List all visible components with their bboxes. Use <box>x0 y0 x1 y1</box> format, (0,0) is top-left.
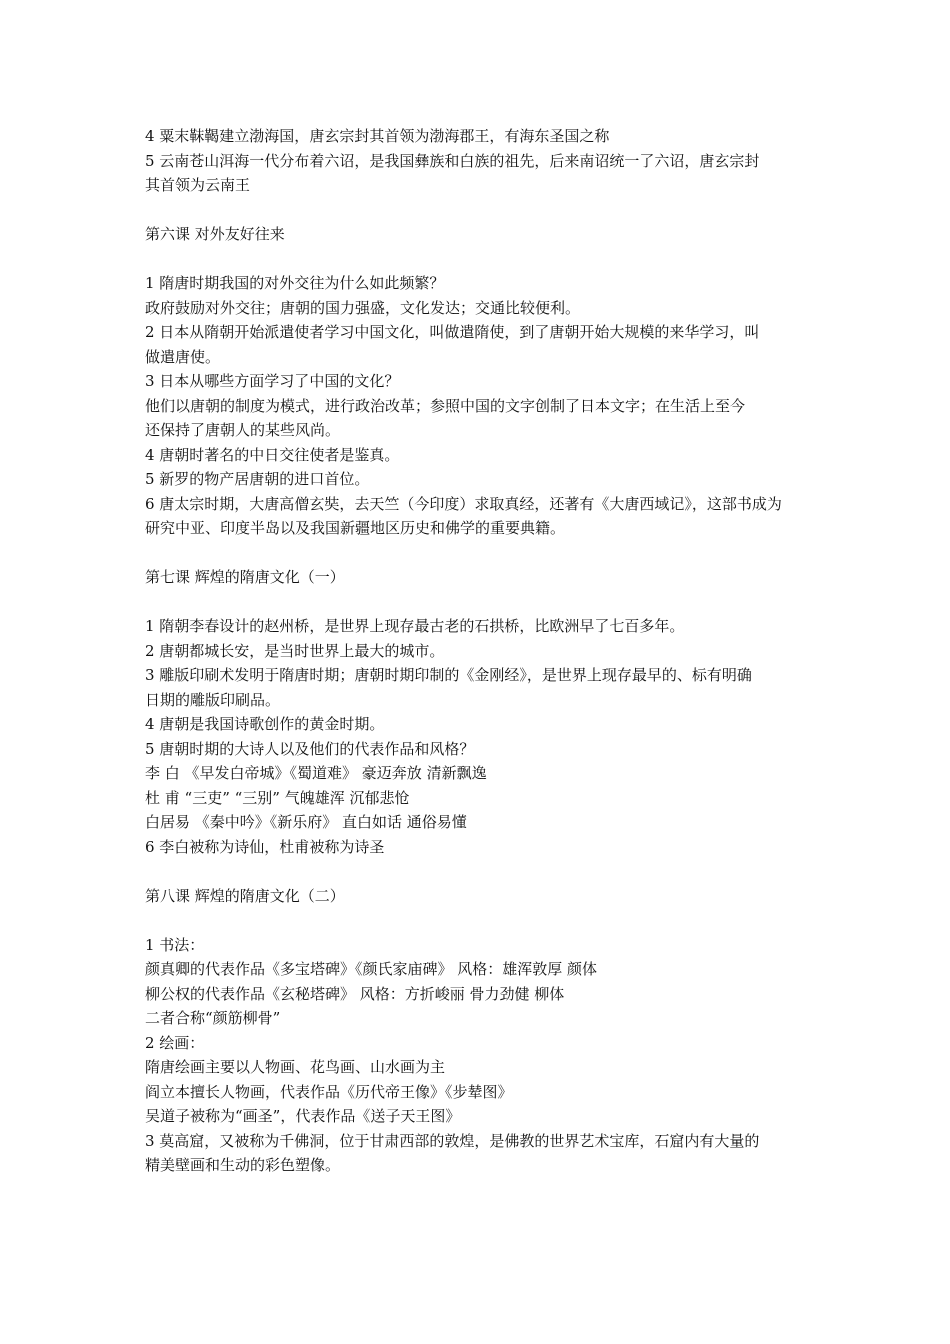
item-poetry-golden-age: 4 唐朝是我国诗歌创作的黄金时期。 <box>145 715 385 733</box>
calligraphy-combined: 二者合称“颜筋柳骨” <box>145 1009 281 1027</box>
item-mogao-2: 精美壁画和生动的彩色塑像。 <box>145 1156 341 1174</box>
item-xuanzang-2: 研究中亚、印度半岛以及我国新疆地区历史和佛学的重要典籍。 <box>145 519 566 537</box>
item-printing-1: 3 雕版印刷术发明于隋唐时期；唐朝时期印制的《金刚经》，是世界上现存最早的、标有明确 <box>145 666 752 684</box>
item-jianzhen: 4 唐朝时著名的中日交往使者是鉴真。 <box>145 445 400 464</box>
blank-line <box>145 590 813 615</box>
blank-line <box>145 908 813 933</box>
item-mogao-1: 3 莫高窟，又被称为千佛洞，位于甘肃西部的敦煌，是佛教的世界艺术宝库，石窟内有大量的 <box>145 1131 760 1150</box>
item-xuanzang-1: 6 唐太宗时期，大唐高僧玄奘，去天竺（今印度）求取真经，还著有《大唐西域记》，这部书成为 <box>145 494 782 513</box>
item-painting: 2 绘画： <box>145 1033 205 1052</box>
answer-japan-learning-1: 他们以唐朝的制度为模式，进行政治改革；参照中国的文字创制了日本文字；在生活上至今 <box>145 396 746 415</box>
lesson-8-heading: 第八课 辉煌的隋唐文化（二） <box>145 886 345 905</box>
painting-themes: 隋唐绘画主要以人物画、花鸟画、山水画为主 <box>145 1058 446 1076</box>
question-foreign-exchange: 1 隋唐时期我国的对外交往为什么如此频繁？ <box>145 274 445 292</box>
lesson-6-heading: 第六课 对外友好往来 <box>145 225 285 243</box>
blank-line <box>145 541 813 566</box>
answer-japan-learning-2: 还保持了唐朝人的某些风尚。 <box>145 421 341 439</box>
painter-yan-liben: 阎立本擅长人物画，代表作品《历代帝王像》《步辇图》 <box>145 1082 513 1101</box>
item-printing-2: 日期的雕版印刷品。 <box>145 690 281 709</box>
answer-foreign-exchange: 政府鼓励对外交往；唐朝的国力强盛，文化发达；交通比较便利。 <box>145 298 581 317</box>
blank-line <box>145 247 813 272</box>
lesson-7-heading: 第七课 辉煌的隋唐文化（一） <box>145 568 345 586</box>
document-page <box>145 124 813 1178</box>
poet-bai-juyi: 白居易 《秦中吟》《新乐府》 直白如话 通俗易懂 <box>145 813 467 831</box>
calligrapher-yan: 颜真卿的代表作品《多宝塔碑》《颜氏家庙碑》 风格：雄浑敦厚 颜体 <box>145 960 598 978</box>
item-mohe-bohai: 4 粟末靺鞨建立渤海国，唐玄宗封其首领为渤海郡王，有海东圣国之称 <box>145 127 610 145</box>
item-changan: 2 唐朝都城长安，是当时世界上最大的城市。 <box>145 641 445 660</box>
item-zhaozhou-bridge: 1 隋朝李春设计的赵州桥，是世界上现存最古老的石拱桥，比欧洲早了七百多年。 <box>145 617 685 635</box>
item-calligraphy: 1 书法： <box>145 935 205 954</box>
question-japan-learning: 3 日本从哪些方面学习了中国的文化？ <box>145 372 400 390</box>
calligrapher-liu: 柳公权的代表作品《玄秘塔碑》 风格：方折峻丽 骨力劲健 柳体 <box>145 984 565 1003</box>
item-envoys-2: 做遣唐使。 <box>145 347 221 366</box>
blank-line <box>145 859 813 884</box>
item-nanzhao-1: 5 云南苍山洱海一代分布着六诏，是我国彝族和白族的祖先，后来南诏统一了六诏，唐玄宗封 <box>145 151 760 170</box>
item-poet-titles: 6 李白被称为诗仙，杜甫被称为诗圣 <box>145 837 385 856</box>
question-poets: 5 唐朝时期的大诗人以及他们的代表作品和风格？ <box>145 739 475 758</box>
item-envoys-1: 2 日本从隋朝开始派遣使者学习中国文化，叫做遣隋使，到了唐朝开始大规模的来华学习，叫 <box>145 323 760 341</box>
item-nanzhao-2: 其首领为云南王 <box>145 176 251 194</box>
poet-du-fu: 杜 甫 “三吏” “三别” 气魄雄浑 沉郁悲怆 <box>145 788 410 807</box>
painter-wu-daozi: 吴道子被称为“画圣”，代表作品《送子天王图》 <box>145 1107 461 1125</box>
item-silla: 5 新罗的物产居唐朝的进口首位。 <box>145 470 370 488</box>
poet-li-bai: 李 白 《早发白帝城》《蜀道难》 豪迈奔放 清新飘逸 <box>145 764 487 782</box>
blank-line <box>145 198 813 223</box>
